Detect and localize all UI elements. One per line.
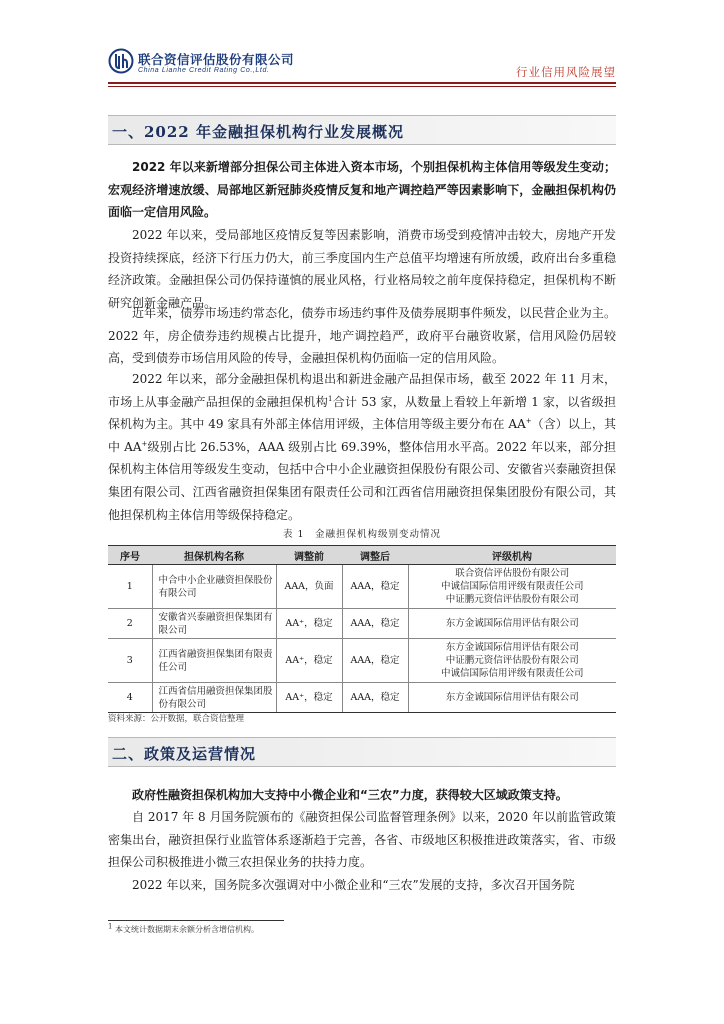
header-divider-thin (108, 86, 616, 87)
table-caption: 表 1 金融担保机构级别变动情况 (282, 529, 442, 540)
cell-agency (408, 639, 616, 683)
agency-line: 中诚信国际信用评级有限责任公司 (440, 581, 584, 592)
section-2-paragraph-1: 自 2017 年 8 月国务院颁布的《融资担保公司监督管理条例》以来，2020 年以前监管政策密集出台，融资担保行业监管体系逐渐趋于完善，各省、市级地区积极推进政策落实，省、市级担保公司积极推进小微三农担保业务的扶持力度。 (108, 810, 616, 870)
cell-before: AA⁺，稳定 (276, 609, 342, 639)
footnote-divider (108, 920, 284, 921)
table-header-row (108, 546, 616, 565)
footnote-mark: 1 (108, 922, 113, 931)
section-heading-1 (108, 115, 616, 145)
cell-after: AAA，稳定 (342, 683, 408, 713)
agency-line: 东方金诚国际信用评估有限公司 (445, 618, 579, 629)
section-1-lead: 2022 年以来新增部分担保公司主体进入资本市场，个别担保机构主体信用等级发生变动；宏观经济增速放缓、局部地区新冠肺炎疫情反复和地产调控趋严等因素影响下，金融担保机构仍面临一定信用风险。 (108, 160, 616, 220)
p3-part-a: 2022 年以来，部分金融担保机构退出和新进金融产品担保市场，截至 2022 年 11 月末，市场上从事金融产品担保的金融担保机构 (108, 372, 616, 409)
agency-line: 中证鹏元资信评估股份有限公司 (445, 594, 579, 605)
section-1-paragraph-3 (108, 368, 616, 526)
company-name-cn: 联合资信评估股份有限公司 (138, 52, 295, 67)
agency-line: 联合资信评估股份有限公司 (455, 568, 570, 579)
agency-line: 东方金诚国际信用评估有限公司 (445, 642, 579, 653)
cell-no: 2 (108, 609, 152, 639)
footnote (108, 924, 259, 935)
agency-line: 中诚信国际信用评级有限责任公司 (440, 668, 584, 679)
agency-line: 东方金诚国际信用评估有限公司 (445, 692, 579, 703)
cell-agency (408, 609, 616, 639)
rating-change-table (108, 545, 616, 713)
cell-agency (408, 683, 616, 713)
table-row (108, 639, 616, 683)
section-1-paragraph-2: 近年来，债券市场违约常态化，债券市场违约事件及债券展期事件频发，以民营企业为主。2022 年，房企债券违约规模占比提升，地产调控趋严，政府平台融资收紧，信用风险仍居较高，受到债券市场信用风险的传导，金融担保机构仍面临一定的信用风险。 (108, 306, 616, 366)
section-heading-2 (108, 737, 616, 767)
section-heading-1-text: 一、2022 年金融担保机构行业发展概况 (112, 123, 404, 141)
col-header-before: 调整前 (276, 546, 342, 565)
footnote-text: 本文统计数据期末余额分析含增信机构。 (115, 925, 260, 934)
section-1-paragraph-1: 2022 年以来，受局部地区疫情反复等因素影响，消费市场受到疫情冲击较大，房地产开发投资持续探底，经济下行压力仍大，前三季度国内生产总值平均增速有所放缓，政府出台多重稳经济政策。金融担保公司仍保持谨慎的展业风格，行业格局较之前年度保持稳定，担保机构不断研究创新金融产品。 (108, 228, 616, 310)
table-row (108, 565, 616, 609)
footnote-ref: 1 (328, 394, 333, 403)
cell-before: AA⁺，稳定 (276, 639, 342, 683)
cell-no: 3 (108, 639, 152, 683)
company-name-en: China Lianhe Credit Rating Co.,Ltd. (138, 67, 270, 74)
agency-line: 中证鹏元资信评估股份有限公司 (445, 655, 579, 666)
cell-before: AAA，负面 (276, 565, 342, 609)
superscript-plus-2: + (141, 439, 148, 448)
cell-name: 安徽省兴泰融资担保集团有限公司 (152, 609, 276, 639)
cell-no: 1 (108, 565, 152, 609)
table-row (108, 609, 616, 639)
report-series-title: 行业信用风险展望 (516, 65, 616, 79)
cell-after: AAA，稳定 (342, 639, 408, 683)
table-row (108, 683, 616, 713)
company-logo-icon (108, 48, 134, 74)
table-source-note: 资料来源：公开数据，联合资信整理 (108, 714, 245, 724)
p3-part-b: 合计 53 家，从数量上看较上年新增 1 家，以省级担保机构为主。其中 49 家具有外部主体信用评级，主体信用等级主要分布在 AA (108, 394, 616, 432)
col-header-after: 调整后 (342, 546, 408, 565)
col-header-name: 担保机构名称 (152, 546, 276, 565)
cell-after: AAA，稳定 (342, 565, 408, 609)
col-header-no: 序号 (108, 546, 152, 565)
cell-name: 江西省融资担保集团有限责任公司 (152, 639, 276, 683)
p3-part-c: （含）以上，其中 AA (108, 417, 616, 454)
section-2-paragraph-2: 2022 年以来，国务院多次强调对中小微企业和“三农”发展的支持，多次召开国务院 (132, 878, 575, 892)
section-heading-2-text: 二、政策及运营情况 (112, 745, 257, 763)
section-2-lead: 政府性融资担保机构加大支持中小微企业和“三农”力度，获得较大区域政策支持。 (132, 788, 568, 802)
cell-name: 江西省信用融资担保集团股份有限公司 (152, 683, 276, 713)
cell-after: AAA，稳定 (342, 609, 408, 639)
cell-name: 中合中小企业融资担保股份有限公司 (152, 565, 276, 609)
cell-before: AA⁺，稳定 (276, 683, 342, 713)
col-header-agency: 评级机构 (408, 546, 616, 565)
header-divider (108, 82, 616, 84)
cell-no: 4 (108, 683, 152, 713)
p3-part-d: 级别占比 26.53%，AAA 级别占比 69.39%，整体信用水平高。2022 年以来，部分担保机构主体信用等级发生变动，包括中合中小企业融资担保股份有限公司、安徽省兴泰融资担保集团有限公司、江西省融资担保集团有限责任公司和江西省信用融资担保集团股份有限公司，其他担保机构主体信用等级保持稳定。 (108, 439, 616, 522)
cell-agency (408, 565, 616, 609)
superscript-plus: + (525, 417, 532, 426)
